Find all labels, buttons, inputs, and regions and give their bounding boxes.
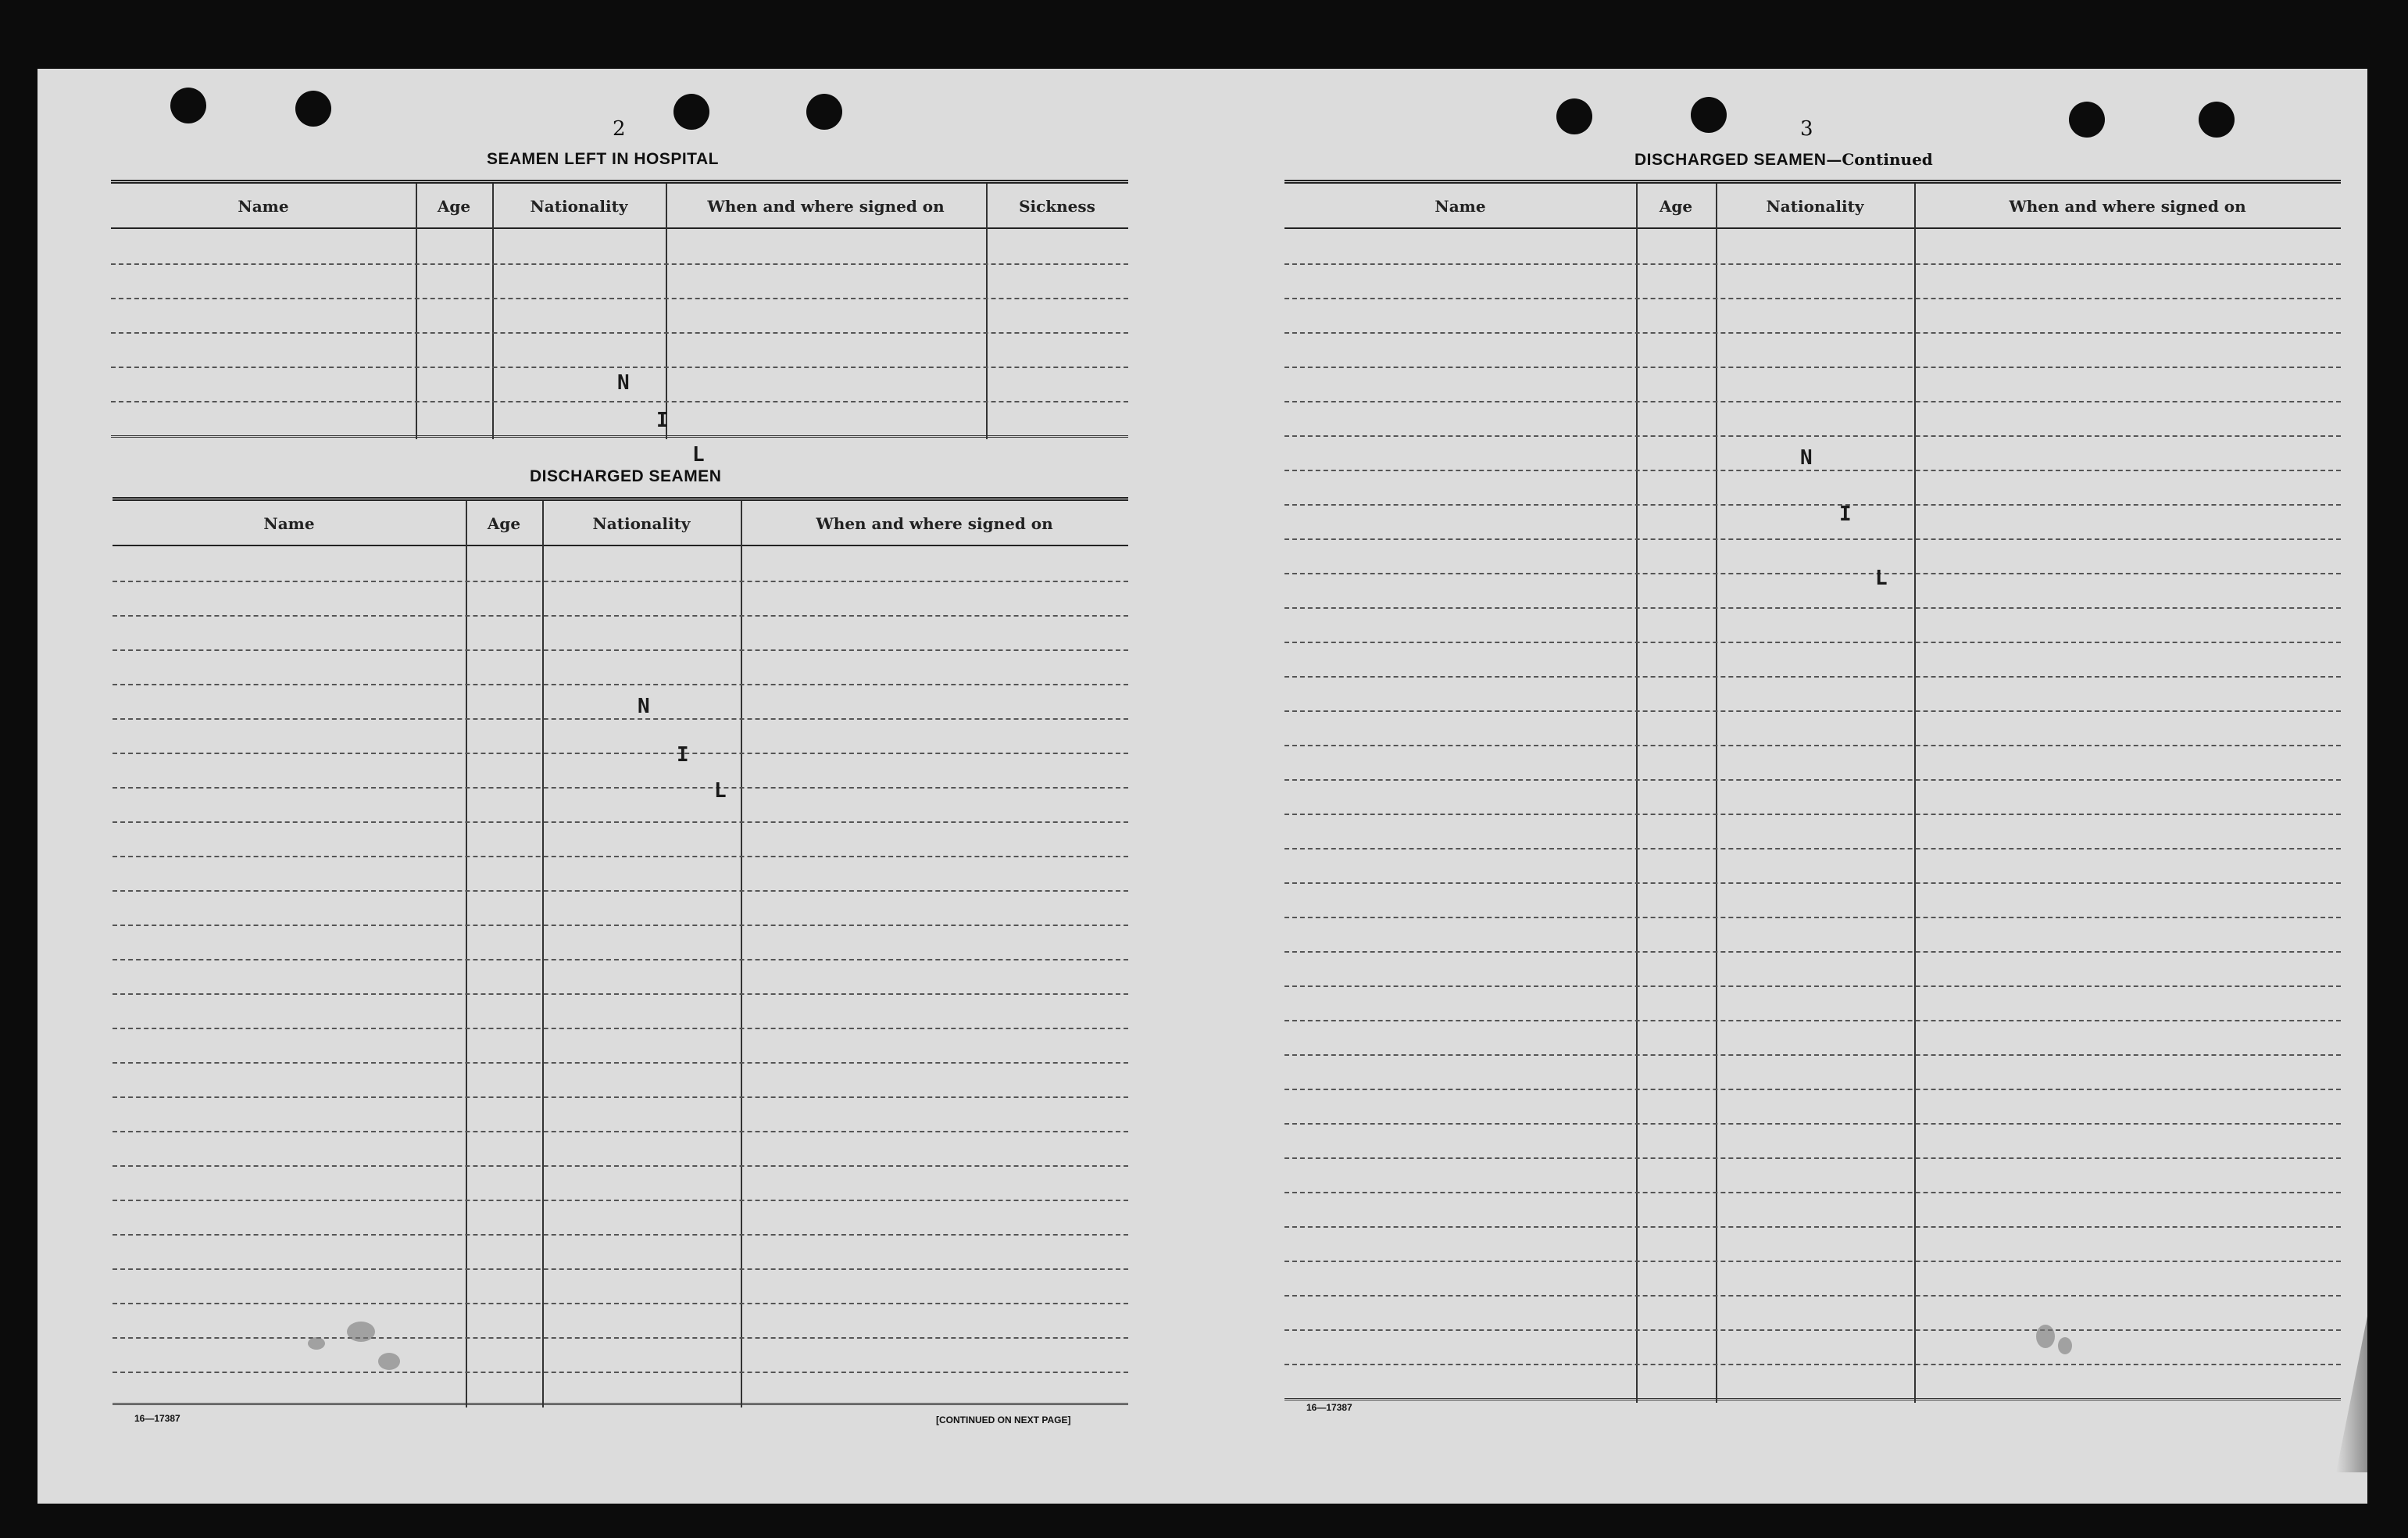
ruled-line: [113, 993, 1128, 995]
ruled-line: [1284, 710, 2341, 712]
ruled-line: [1284, 298, 2341, 299]
ruled-line: [1284, 1226, 2341, 1228]
typed-nil-letter: I: [1839, 503, 1852, 526]
ink-smudge: [378, 1353, 400, 1370]
ruled-line: [111, 332, 1128, 334]
ruled-line: [1284, 401, 2341, 402]
ruled-line: [113, 1337, 1128, 1339]
col-header-nationality: Nationality: [1766, 197, 1864, 216]
ruled-line: [1284, 1329, 2341, 1331]
ruled-line: [1284, 1020, 2341, 1021]
ruled-line: [1284, 1089, 2341, 1090]
ruled-line: [111, 401, 1128, 402]
typed-nil-letter: L: [1875, 567, 1888, 590]
ink-smudge: [347, 1322, 375, 1342]
ruled-line: [113, 1200, 1128, 1201]
hospital-table: [111, 180, 1128, 467]
section-title-text: DISCHARGED SEAMEN: [1635, 151, 1827, 169]
ruled-line: [1284, 1295, 2341, 1297]
left-page-number: 2: [613, 117, 626, 141]
ruled-line: [1284, 573, 2341, 574]
ruled-line: [1284, 1054, 2341, 1056]
ruled-line: [113, 890, 1128, 892]
ruled-line: [1284, 332, 2341, 334]
ink-smudge: [308, 1337, 325, 1350]
ink-smudge: [2058, 1337, 2072, 1354]
col-header-age: Age: [487, 514, 521, 533]
table-bottom-rule: [1284, 1398, 2341, 1400]
typed-nil-letter: L: [692, 443, 705, 467]
hospital-table-header: [111, 184, 1128, 229]
ruled-line: [1284, 779, 2341, 781]
ruled-line: [1284, 1364, 2341, 1365]
typed-nil-letter: N: [617, 371, 630, 395]
ruled-line: [113, 1131, 1128, 1132]
ruled-line: [1284, 1261, 2341, 1262]
ruled-line: [1284, 1157, 2341, 1159]
discharged-continued-header: [1284, 184, 2341, 229]
ruled-line: [1284, 1192, 2341, 1193]
page-curl-shadow: [2336, 1316, 2367, 1472]
discharged-continued-title: [1635, 150, 1933, 170]
col-header-age: Age: [1659, 197, 1693, 216]
punch-hole: [806, 94, 842, 130]
ruled-line: [113, 787, 1128, 789]
column-divider: [466, 501, 467, 1407]
punch-hole: [295, 91, 331, 127]
col-header-signed-on: When and where signed on: [707, 197, 945, 216]
ruled-line: [1284, 917, 2341, 918]
table-bottom-rule: [113, 1403, 1128, 1405]
ruled-line: [113, 1096, 1128, 1098]
column-divider: [542, 501, 544, 1407]
typed-nil-letter: L: [714, 779, 727, 803]
section-title-suffix: —Continued: [1826, 150, 1933, 169]
ruled-line: [113, 753, 1128, 754]
ruled-line: [113, 1165, 1128, 1167]
ruled-line: [111, 367, 1128, 368]
ruled-line: [113, 1028, 1128, 1029]
typed-nil-letter: N: [638, 695, 650, 718]
ruled-line: [113, 649, 1128, 651]
ruled-line: [111, 298, 1128, 299]
ruled-line: [1284, 470, 2341, 471]
discharged-table: [113, 497, 1128, 1407]
typed-nil-letter: N: [1800, 446, 1813, 470]
ruled-line: [113, 684, 1128, 685]
ruled-line: [1284, 745, 2341, 746]
col-header-signed-on: When and where signed on: [2009, 197, 2246, 216]
col-header-signed-on: When and where signed on: [816, 514, 1053, 533]
ruled-line: [1284, 538, 2341, 540]
ruled-line: [111, 263, 1128, 265]
ruled-line: [113, 1303, 1128, 1304]
discharged-continued-table: [1284, 180, 2341, 1403]
ruled-line: [113, 959, 1128, 960]
col-header-name: Name: [238, 197, 289, 216]
ruled-line: [113, 1234, 1128, 1236]
col-header-name: Name: [1434, 197, 1486, 216]
punch-hole: [2069, 102, 2105, 138]
ruled-line: [1284, 848, 2341, 849]
punch-hole: [170, 88, 206, 123]
ink-smudge: [2036, 1325, 2055, 1348]
col-header-name: Name: [263, 514, 315, 533]
hospital-section-title: SEAMEN LEFT IN HOSPITAL: [487, 150, 719, 168]
ruled-line: [1284, 985, 2341, 987]
ruled-line: [1284, 951, 2341, 953]
ruled-line: [113, 1372, 1128, 1373]
ruled-line: [113, 581, 1128, 582]
form-number: 16—17387: [1306, 1402, 1352, 1413]
ruled-line: [113, 925, 1128, 926]
table-bottom-rule: [111, 435, 1128, 438]
form-number: 16—17387: [134, 1413, 180, 1424]
typed-nil-letter: I: [656, 409, 669, 432]
typed-nil-letter: I: [677, 743, 689, 767]
col-header-nationality: Nationality: [592, 514, 691, 533]
ruled-line: [113, 1062, 1128, 1064]
col-header-age: Age: [437, 197, 471, 216]
ruled-line: [1284, 435, 2341, 437]
ruled-line: [113, 856, 1128, 857]
right-page-number: 3: [1800, 117, 1813, 141]
punch-hole: [1556, 98, 1592, 134]
punch-hole: [1691, 97, 1727, 133]
ruled-line: [113, 821, 1128, 823]
punch-hole: [673, 94, 709, 130]
col-header-nationality: Nationality: [530, 197, 628, 216]
discharged-section-title: DISCHARGED SEAMEN: [530, 467, 722, 485]
ruled-line: [1284, 676, 2341, 678]
punch-hole: [2199, 102, 2235, 138]
ruled-line: [1284, 504, 2341, 506]
ruled-line: [113, 718, 1128, 720]
ruled-line: [1284, 814, 2341, 815]
ruled-line: [1284, 607, 2341, 609]
ruled-line: [1284, 642, 2341, 643]
column-divider: [741, 501, 742, 1407]
col-header-sickness: Sickness: [1019, 197, 1095, 216]
ruled-line: [1284, 263, 2341, 265]
form-sheet: [38, 69, 2367, 1504]
ruled-line: [113, 1268, 1128, 1270]
continued-note: [CONTINUED ON NEXT PAGE]: [936, 1415, 1071, 1425]
ruled-line: [1284, 882, 2341, 884]
ruled-line: [113, 615, 1128, 617]
ruled-line: [1284, 367, 2341, 368]
discharged-table-header: [113, 501, 1128, 546]
ruled-line: [1284, 1123, 2341, 1125]
